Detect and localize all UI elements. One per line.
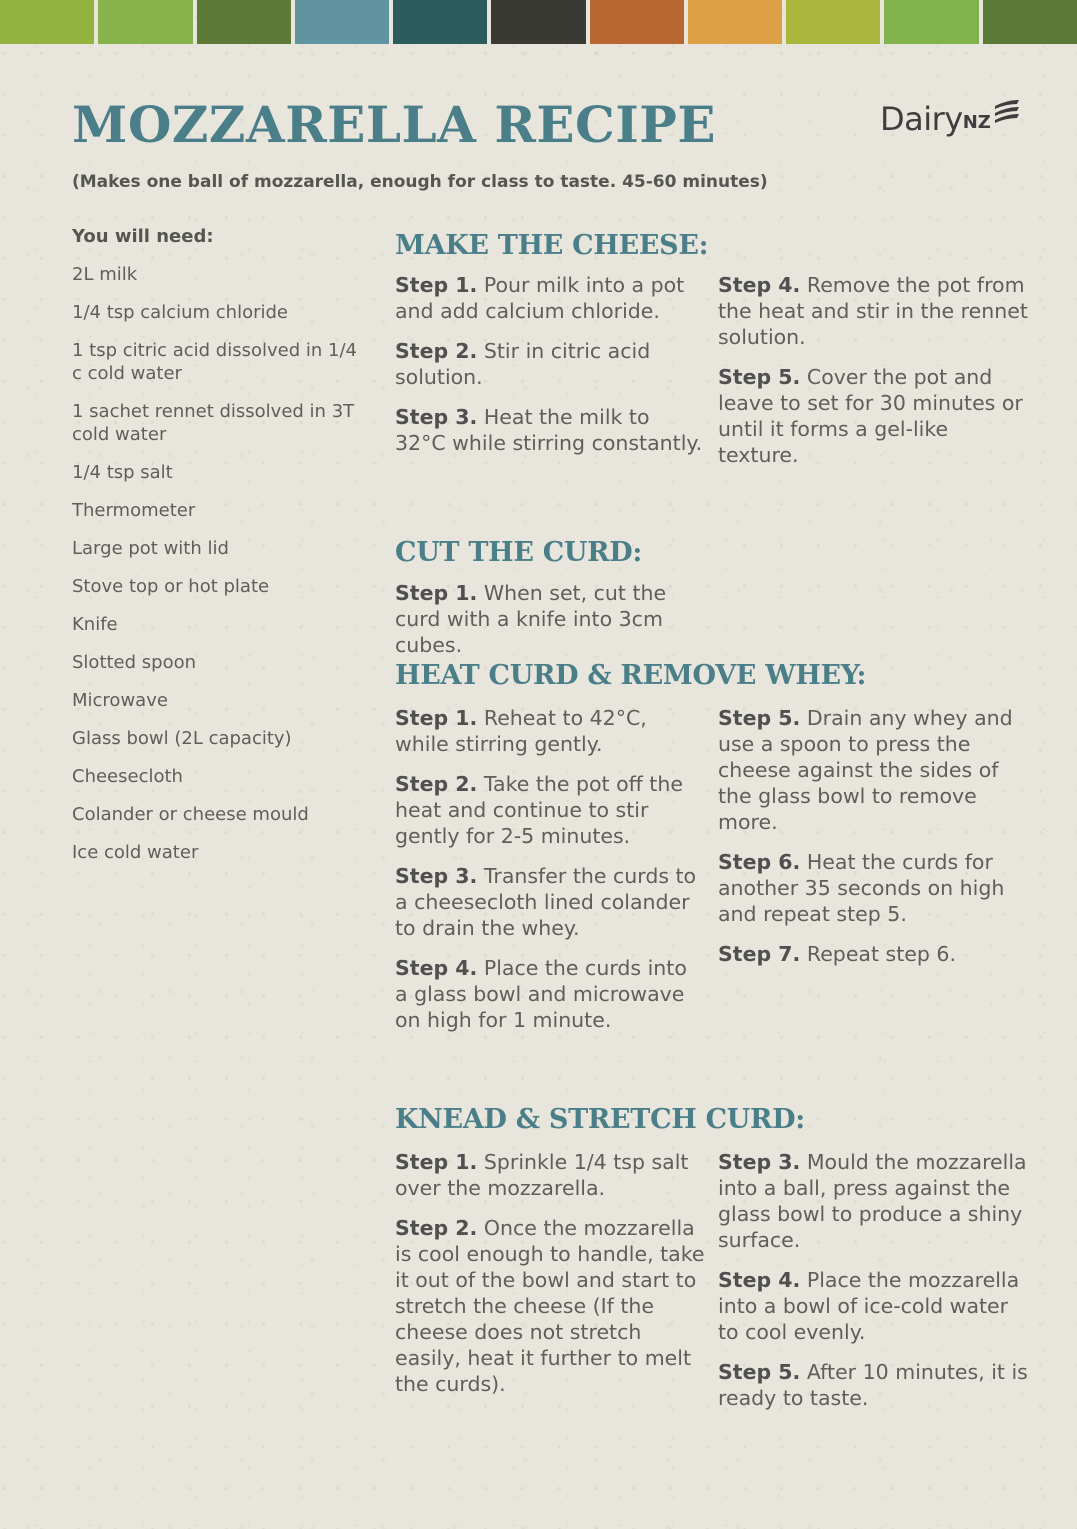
step-label: Step 1.: [395, 273, 478, 297]
recipe-step: [395, 1149, 705, 1201]
stripe-segment: [197, 0, 291, 44]
step-label: Step 1.: [395, 581, 478, 605]
recipe-step: [395, 955, 705, 1033]
ingredient-item: 1 tsp citric acid dissolved in 1/4 c cold water: [72, 340, 357, 384]
recipe-step: [718, 1359, 1028, 1411]
ingredient-item: Cheesecloth: [72, 766, 183, 787]
stripe-segment: [98, 0, 192, 44]
heat-curd-steps-left: [395, 705, 705, 1047]
step-label: Step 1.: [395, 706, 478, 730]
stripe-segment: [393, 0, 487, 44]
recipe-step: [718, 1267, 1028, 1345]
stripe-segment: [688, 0, 782, 44]
ingredient-item: Large pot with lid: [72, 538, 229, 559]
recipe-step: [395, 272, 705, 324]
step-text: Sprinkle 1/4 tsp salt over the mozzarella.: [395, 1150, 689, 1200]
step-label: Step 4.: [395, 956, 478, 980]
step-text: Place the mozzarella into a bowl of ice-cold water to cool evenly.: [718, 1268, 1020, 1344]
step-text: Mould the mozzarella into a ball, press against the glass bowl to produce a shiny surface.: [718, 1150, 1027, 1252]
dairynz-logo: [880, 100, 1021, 142]
step-label: Step 7.: [718, 942, 801, 966]
step-text: Reheat to 42°C, while stirring gently.: [395, 706, 647, 756]
step-text: Heat the milk to 32°C while stirring constantly.: [395, 405, 703, 455]
logo-suffix: NZ: [962, 112, 991, 133]
recipe-step: [718, 1149, 1028, 1253]
ingredient-item: Slotted spoon: [72, 652, 197, 673]
step-text: Cover the pot and leave to set for 30 minutes or until it forms a gel-like texture.: [718, 365, 1023, 467]
ingredient-item: 1/4 tsp salt: [72, 462, 173, 483]
step-text: Place the curds into a glass bowl and microwave on high for 1 minute.: [395, 956, 687, 1032]
ingredients-panel: [72, 226, 372, 879]
recipe-step: [395, 404, 705, 456]
step-text: Take the pot off the heat and continue to stir gently for 2-5 minutes.: [395, 772, 683, 848]
step-text: Heat the curds for another 35 seconds on high and repeat step 5.: [718, 850, 1005, 926]
step-text: Once the mozzarella is cool enough to handle, take it out of the bowl and start to stretch the cheese (If the cheese does not stretch easily, heat it further to melt the curds).: [395, 1216, 705, 1396]
ingredient-item: Glass bowl (2L capacity): [72, 728, 292, 749]
step-label: Step 2.: [395, 772, 478, 796]
recipe-step: [718, 364, 1028, 468]
step-label: Step 3.: [395, 405, 478, 429]
recipe-step: [395, 1215, 705, 1397]
section-heading-heat-curd: HEAT CURD & REMOVE WHEY:: [395, 660, 867, 691]
step-label: Step 4.: [718, 273, 801, 297]
make-cheese-steps-right: [718, 272, 1028, 482]
cut-curd-steps: [395, 580, 705, 672]
stripe-segment: [0, 0, 94, 44]
ingredient-item: Stove top or hot plate: [72, 576, 270, 597]
recipe-step: [395, 338, 705, 390]
step-text: Pour milk into a pot and add calcium chloride.: [395, 273, 685, 323]
ingredient-item: 2L milk: [72, 264, 138, 285]
step-label: Step 5.: [718, 1360, 801, 1384]
step-label: Step 5.: [718, 706, 801, 730]
ingredient-item: 1/4 tsp calcium chloride: [72, 302, 288, 323]
recipe-step: [718, 849, 1028, 927]
stripe-segment: [983, 0, 1077, 44]
section-heading-cut-curd: CUT THE CURD:: [395, 537, 643, 568]
step-label: Step 1.: [395, 1150, 478, 1174]
recipe-step: [718, 272, 1028, 350]
step-text: Remove the pot from the heat and stir in the rennet solution.: [718, 273, 1028, 349]
stripe-segment: [491, 0, 585, 44]
logo-wordmark: Dairy: [880, 100, 963, 138]
stripe-segment: [590, 0, 684, 44]
page-subtitle: (Makes one ball of mozzarella, enough for class to taste. 45-60 minutes): [72, 172, 768, 192]
recipe-step: [395, 580, 705, 658]
ingredient-item: Microwave: [72, 690, 168, 711]
color-stripe-banner: [0, 0, 1077, 44]
recipe-step: [395, 771, 705, 849]
step-label: Step 2.: [395, 1216, 478, 1240]
recipe-step: [718, 705, 1028, 835]
step-label: Step 6.: [718, 850, 801, 874]
ingredients-list: [72, 263, 372, 864]
step-text: Stir in citric acid solution.: [395, 339, 651, 389]
ingredient-item: 1 sachet rennet dissolved in 3T cold water: [72, 401, 355, 445]
recipe-step: [395, 705, 705, 757]
knead-curd-steps-left: [395, 1149, 705, 1411]
stripe-segment: [295, 0, 389, 44]
step-text: After 10 minutes, it is ready to taste.: [718, 1360, 1028, 1410]
dairynz-swoosh-icon: [993, 98, 1021, 128]
recipe-step: [395, 863, 705, 941]
stripe-segment: [884, 0, 978, 44]
recipe-step: [718, 941, 1028, 967]
page-title: MOZZARELLA RECIPE: [72, 95, 716, 154]
knead-curd-steps-right: [718, 1149, 1028, 1425]
heat-curd-steps-right: [718, 705, 1028, 981]
step-label: Step 5.: [718, 365, 801, 389]
step-label: Step 3.: [395, 864, 478, 888]
step-text: When set, cut the curd with a knife into 3cm cubes.: [395, 581, 667, 657]
step-text: Drain any whey and use a spoon to press the cheese against the sides of the glass bowl to remove more.: [718, 706, 1013, 834]
section-heading-make-cheese: MAKE THE CHEESE:: [395, 230, 709, 261]
ingredient-item: Thermometer: [72, 500, 196, 521]
step-text: Repeat step 6.: [806, 942, 956, 966]
step-label: Step 3.: [718, 1150, 801, 1174]
ingredient-item: Colander or cheese mould: [72, 804, 309, 825]
step-text: Transfer the curds to a cheesecloth lined colander to drain the whey.: [395, 864, 697, 940]
section-heading-knead-curd: KNEAD & STRETCH CURD:: [395, 1104, 805, 1135]
ingredients-heading: You will need:: [72, 226, 214, 247]
stripe-segment: [786, 0, 880, 44]
ingredient-item: Knife: [72, 614, 118, 635]
make-cheese-steps-left: [395, 272, 705, 470]
ingredient-item: Ice cold water: [72, 842, 199, 863]
step-label: Step 4.: [718, 1268, 801, 1292]
step-label: Step 2.: [395, 339, 478, 363]
